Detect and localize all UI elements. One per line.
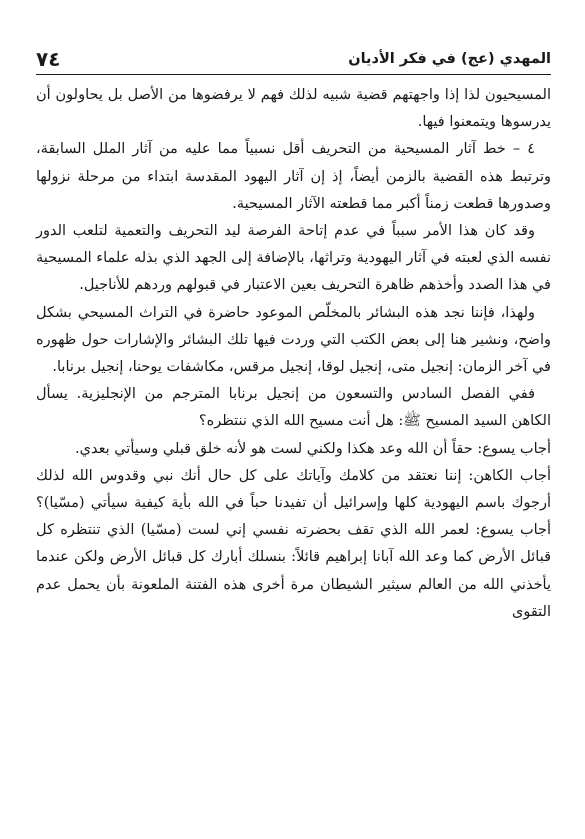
paragraph: ففي الفصل السادس والتسعون من إنجيل برنابا المترجم من الإنجليزية. يسأل الكاهن السيد المسيح ﷺ: هل أنت مسيح الله الذي ننتظره؟	[36, 386, 551, 430]
running-header	[36, 40, 551, 75]
body-text	[36, 82, 551, 626]
paragraph: أجاب يسوع: حقاً أن الله وعد هكذا ولكني لست هو لأنه خلق قبلي وسيأتي بعدي.	[75, 440, 551, 457]
running-title: المهدي (عج) في فكر الأديان	[348, 51, 551, 67]
paragraph: ولهذا، فإننا نجد هذه البشائر بالمخلّص الموعود حاضرة في التراث المسيحي بشكل واضح، ونشير هنا إلى بعض الكتب التي وردت فيها تلك البشائر والإشارات حول ظهوره في آخر الزمان: إنجيل متى، إنجيل لوقا، إنجيل مرقس، مكاشفات يوحنا، إنجيل برنابا.	[36, 304, 551, 376]
paragraph: وقد كان هذا الأمر سبباً في عدم إتاحة الفرصة ليد التحريف والتعمية لتلعب الدور نفسه الذي لعبته في آثار اليهودية وتراثها، بالإضافة إلى الجهد الذي بذله علماء المسيحية في هذا الصدد وأخذهم ظاهرة التحريف بعين الاعتبار في قبولهم وردهم للأناجيل.	[36, 223, 551, 294]
page-number: ٧٤	[36, 47, 61, 71]
paragraph: أجاب الكاهن: إننا نعتقد من كلامك وآياتك على كل حال أنك نبي وقدوس الله لذلك أرجوك باسم اليهودية كلها وإسرائيل أن تفيدنا حباً في الله بأية كيفية سيأتي (مسّيا)؟ أجاب يسوع: لعمر الله الذي تقف بحضرته نفسي إني لست (مسّيا) الذي تنتظره كل قبائل الأرض كما وعد الله آبانا إبراهيم قائلاً: بنسلك أبارك كل قبائل الأرض ولكن عندما يأخذني الله من العالم سيثير الشيطان مرة أخرى هذه الفتنة الملعونة بأن يحمل عدم التقوى	[36, 467, 551, 620]
paragraph: المسيحيون لذا إذا واجهتهم قضية شبيه لذلك فهم لا يرفضوها من الأصل بل يحاولون أن يدرسوها ويتمعنوا فيها.	[36, 87, 551, 131]
paragraph: ٤ – خط آثار المسيحية من التحريف أقل نسبياً مما عليه من آثار الملل السابقة، وترتبط هذه القضية بالزمن أيضاً، إذ إن آثار اليهود المقدسة ابتداء من مرحلة نزولها وصدورها قطعت زمناً أكبر مما قطعته الآثار المسيحية.	[36, 141, 551, 212]
